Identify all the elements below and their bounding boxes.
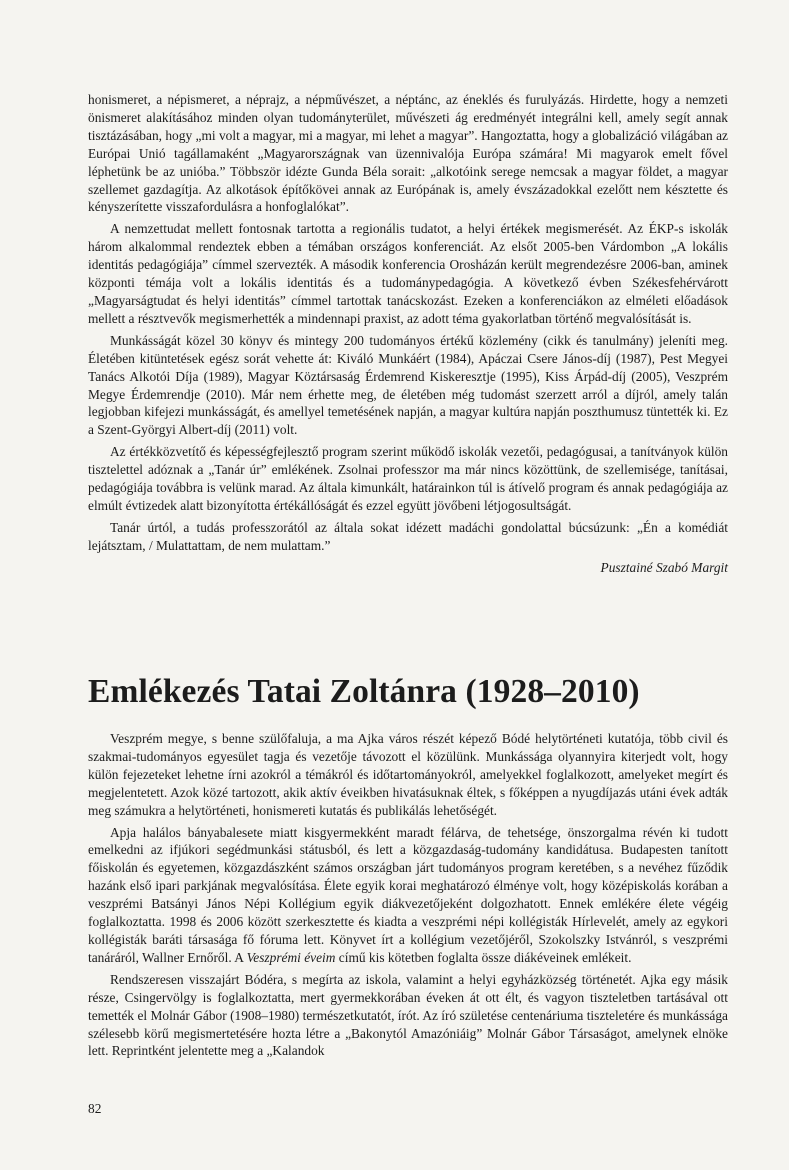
body-paragraph: Munkásságát közel 30 könyv és mintegy 200 tudományos értékű közlemény (cikk és tanulmány) jeleníti meg. Életében kitüntetések egész sorát vehette át: Kiváló Munkáért (1984), Apáczai Csere János-díj (1987), Pest Megyei Tanács Alkotói Díja (1989), Magyar Köztársaság Érdemrend Kiskeresztje (1995), Kiss Árpád-díj (2005), Veszprém Megye Érdemrendje (2010). Már nem érhette meg, de életében még tudomást szerzett arról a díjról, amely talán legjobban kifejezi munkásságát, és amellyel temetésének napján, a magyar kultúra napján poszthumusz tüntették ki. Ez a Szent-Györgyi Albert-díj (2011) volt. (88, 332, 728, 438)
body-paragraph (88, 824, 728, 967)
book-title: Veszprémi éveim (246, 949, 336, 965)
body-paragraph: honismeret, a népismeret, a néprajz, a népművészet, a néptánc, az éneklés és furulyázás. Hirdette, hogy a nemzeti önismeret alakításához minden olyan tudományterület, művészeti ág eredményét integrálni kell, amely segít annak tisztázásában, hogy „mi volt a magyar, mi a magyar, mi lehet a magyar”. Hangoztatta, hogy a globalizáció világában az Európai Unió tagállamaként „Magyarországnak van üzennivalója Európa számára! Mi magyarok emelt fővel léphetünk be az unióba.” Többször idézte Gunda Béla sorait: „alkotóink serege nemcsak a magyar földet, a magyar szellemet gazdagítja. Az alkotások építőkövei annak az Európának is, amely évszázadokkal ezelőtt nem késztette és kényszerítette visszafordulásra a honfoglalókat”. (88, 92, 728, 215)
article-title: Emlékezés Tatai Zoltánra (1928–2010) (88, 673, 640, 710)
body-text: című kis kötetben foglalta össze diákéveinek emlékeit. (335, 949, 632, 965)
previous-article-continuation (88, 91, 728, 577)
body-text: Apja halálos bányabalesete miatt kisgyermekként maradt félárva, de tehetsége, önszorgalma révén ki tudott emelkedni az ifjúkori segédmunkási státusból, és lett a közgazdaság-tudomány kandidátusa. Budapesten tanított főiskolán és egyetemen, közgazdászként számos országban járt tudományos program keretében, s a nevéhez fűződik hazánk első ipari parkjának megvalósítása. Élete egyik korai meghatározó élménye volt, hogy középiskolás korában a veszprémi Batsányi János Népi Kollégium egyik diákvezetőjeként dolgozhatott. Ennek emlékére élete végéig foglalkoztatta. 1998 és 2006 között szerkesztette és kiadta a veszprémi népi kollégisták Hírlevelét, amely az egykori kollégisták baráti társasága fő fóruma lett. Könyvet írt a kollégium vezetőjéről, Szokolszky Istvánról, s veszprémi tanáráról, Wallner Ernőről. A (88, 824, 728, 965)
article-body (88, 730, 728, 1060)
body-paragraph: A nemzettudat mellett fontosnak tartotta a regionális tudatot, a helyi értékek megismerését. Az ÉKP-s iskolák három alkalommal rendeztek ebben a témában országos konferenciát. Az elsőt 2005-ben Várdombon „A lokális identitás pedagógiája” címmel szervezték. A második konferencia Orosházán került megrendezésre 2006-ban, aminek központi témája volt a lokális identitás és a tudománypedagógia. A következő évben Székesfehérvárott „Magyarságtudat és helyi identitás” címmel tartottak tanácskozást. Ezeken a konferenciákon az elméleti előadások mellett a résztvevők megismerhették a mindennapi praxist, az adott téma gyakorlatban történő megvalósítását is. (88, 221, 728, 326)
body-paragraph: Az értékközvetítő és képességfejlesztő program szerint működő iskolák vezetői, pedagógusai, a tanítványok külön tisztelettel adóznak a „Tanár úr” emlékének. Zsolnai professzor ma már nincs közöttünk, de szellemisége, tanításai, pedagógiája továbbra is velünk marad. Az általa kimunkált, határainkon túl is átívelő program és annak pedagógiája az elmúlt évtizedek alatt bizonyította értékállóságát és ezzel együtt jövőbeni létjogosultságát. (88, 444, 728, 513)
body-paragraph: Rendszeresen visszajárt Bódéra, s megírta az iskola, valamint a helyi egyházközség történetét. Ajka egy másik része, Csingervölgy is foglalkoztatta, mert gyermekkorában éveken át ott élt, és vagyon tiszteletben tartásával ott temették el Molnár Gábor (1908–1980) természetkutatót, írót. Az író születése centenáriuma tiszteletére és munkássága szélesebb körű megismertetésére hozta létre a „Bakonytól Amazóniáig” Molnár Gábor Társaságot, amelynek elnöke lett. Reprintként jelentette meg a „Kalandok (88, 971, 728, 1059)
body-paragraph: Veszprém megye, s benne szülőfaluja, a ma Ajka város részét képező Bódé helytörténeti kutatója, több civil és szakmai-tudományos egyesület tagja és vezetője távozott el közülünk. Munkássága olyannyira kiterjedt volt, hogy külön fejezeteket lehetne írni azokról a témákról és időtartományokról, amelyekkel foglalkozott, amelyeket megírt és megjelentetett. Azok közé tartozott, akik aktív éveikben hivatásuknak éltek, s főképpen a nyugdíjazás utáni évek adták meg számukra a helytörténeti, honismereti kutatás és publikálás lehetőségét. (88, 731, 728, 818)
author-signature: Pusztainé Szabó Margit (600, 559, 728, 575)
page-number: 82 (88, 1101, 102, 1116)
body-paragraph: Tanár úrtól, a tudás professzorától az általa sokat idézett madáchi gondolattal búcsúzunk: „Én a komédiát lejátsztam, / Mulattattam, de nem mulattam.” (88, 519, 728, 553)
